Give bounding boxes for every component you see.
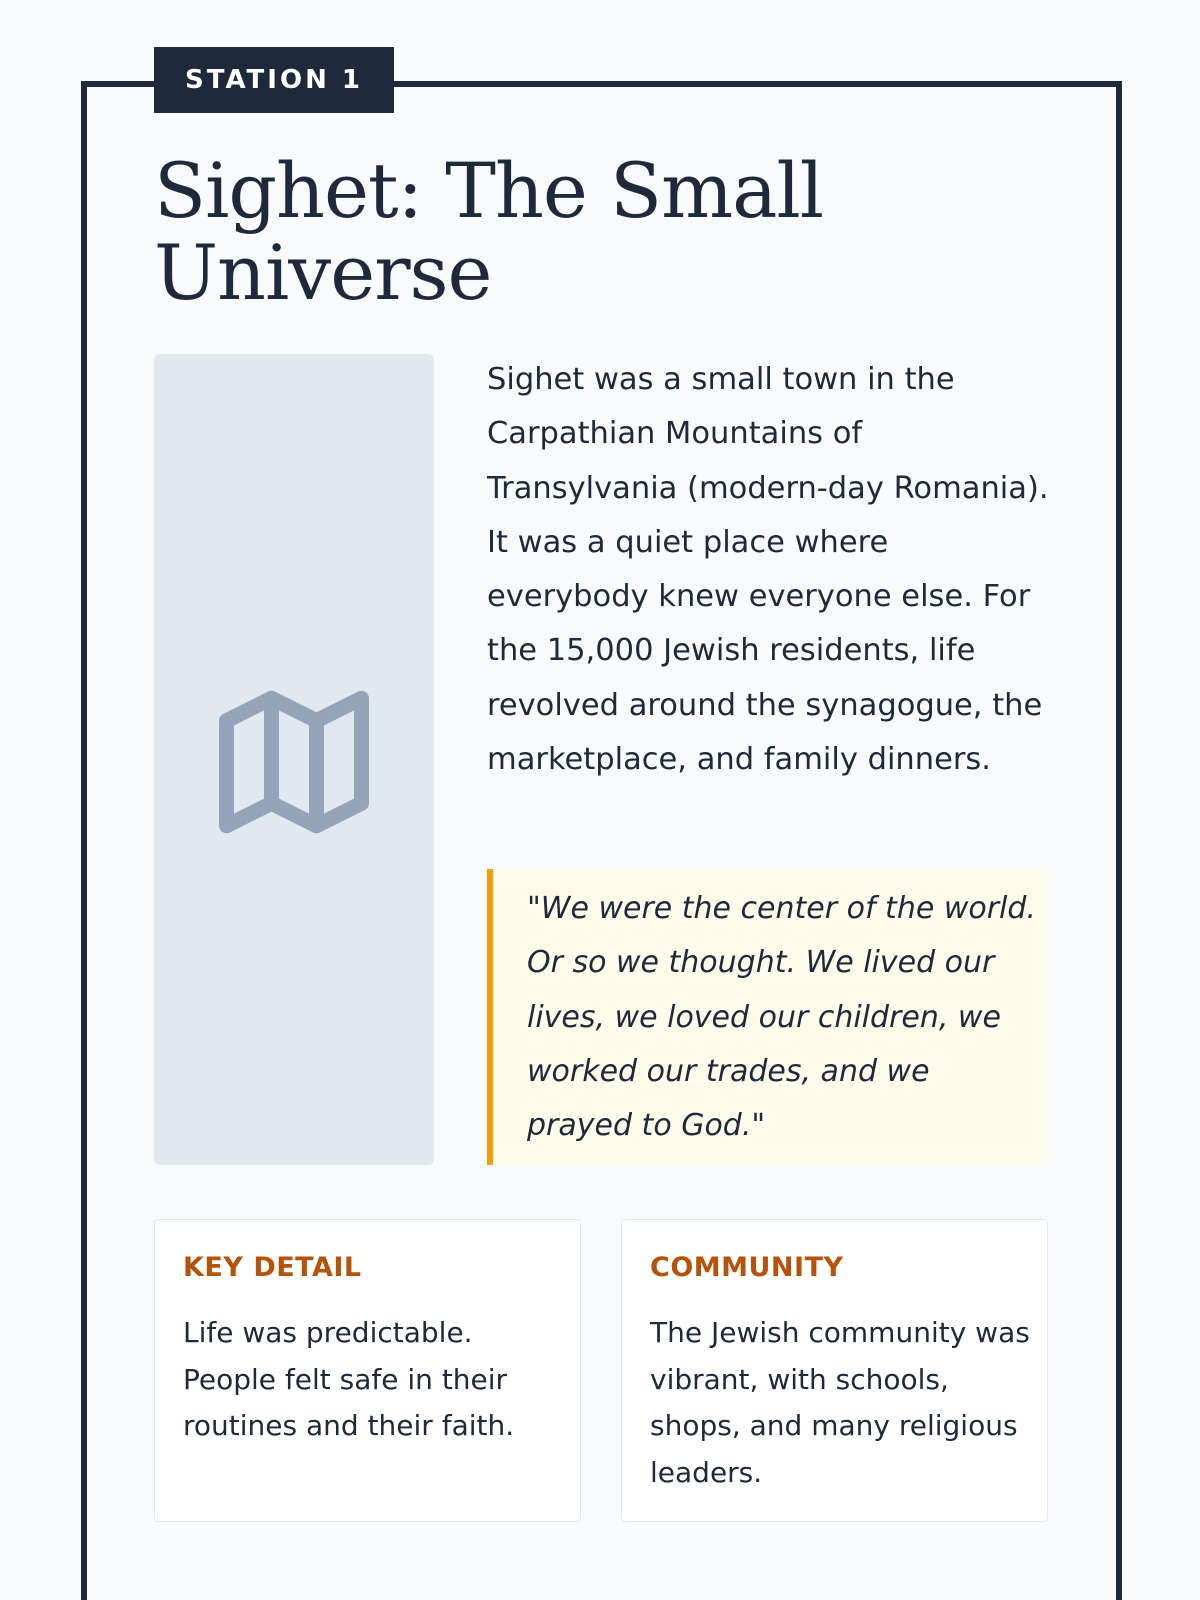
quote-line: worked our trades, and we (527, 1053, 930, 1089)
community-card (621, 1219, 1048, 1522)
image-placeholder (154, 354, 434, 1165)
quote-text (527, 882, 1067, 1153)
card-body: The Jewish community was vibrant, with schools, shops, and many religious leaders. (650, 1316, 1030, 1489)
page-title: Sighet: The Small Universe (154, 146, 824, 317)
card-body: Life was predictable. People felt safe in their routines and their faith. (183, 1316, 515, 1442)
key-detail-card (154, 1219, 581, 1522)
intro-paragraph: Sighet was a small town in the Carpathian Mountains of Transylvania (modern-day Romania). It was a quiet place where everybody knew everyone else. For the 15,000 Jewish residents, life revolved around the synagogue, the marketplace, and family dinners. (487, 362, 1049, 778)
card-heading: KEY DETAIL (183, 1252, 362, 1283)
map-icon (204, 672, 384, 852)
station-badge: STATION 1 (154, 47, 394, 113)
quote-line: prayed to God." (527, 1108, 766, 1144)
card-heading: COMMUNITY (650, 1252, 844, 1283)
quote-block (487, 869, 1047, 1165)
quote-line: Or so we thought. We lived our (527, 945, 995, 981)
quote-line: lives, we loved our children, we (527, 999, 1001, 1035)
quote-line: "We were the center of the world. (527, 891, 1036, 926)
